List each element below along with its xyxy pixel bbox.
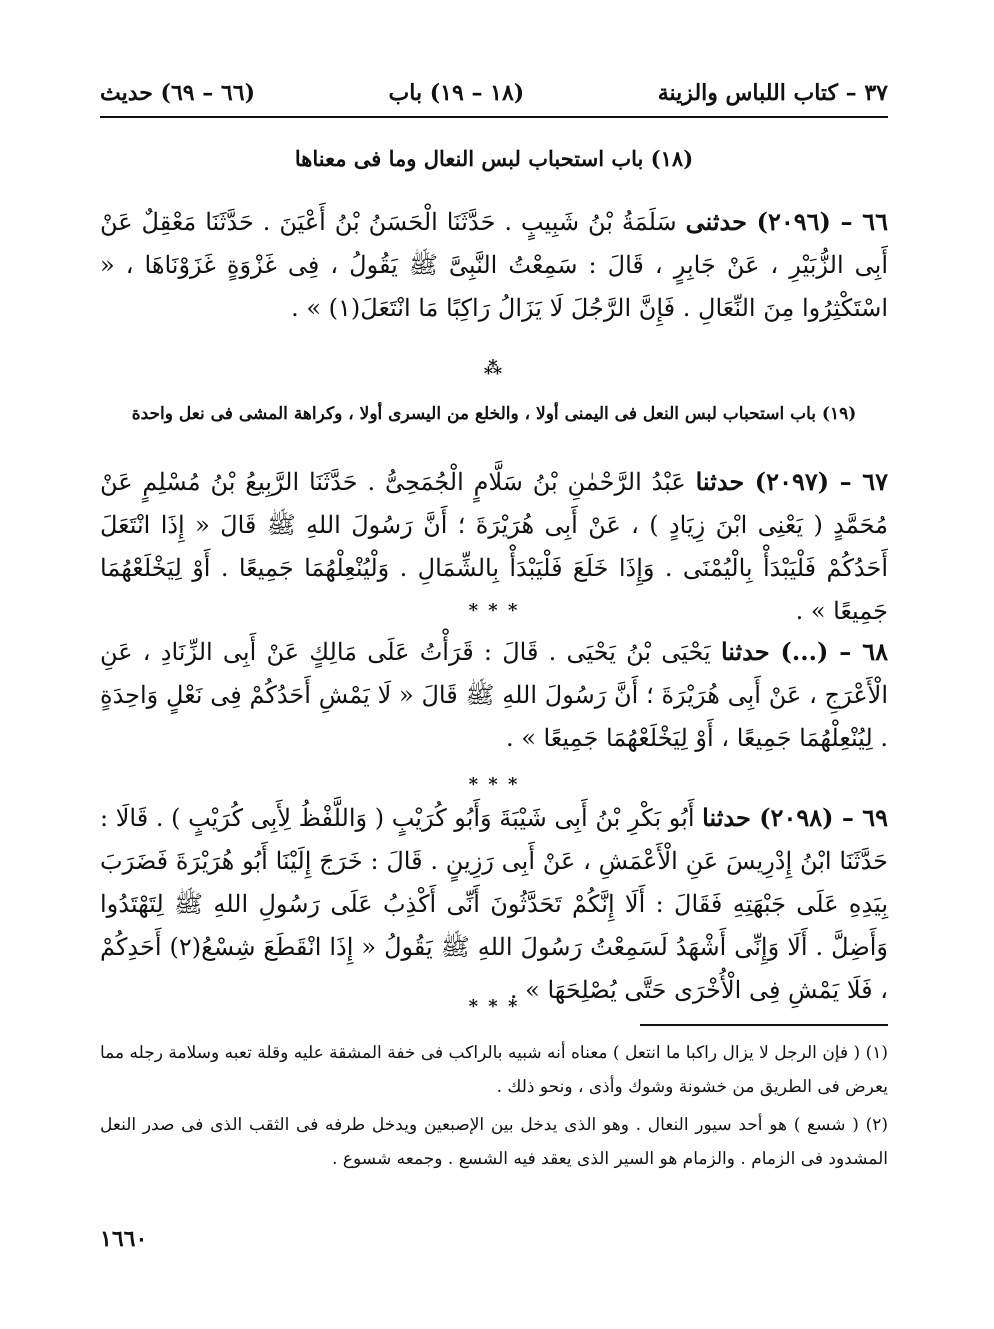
hadith-69	[100, 796, 888, 1012]
header-chapter-range: (١٨ – ١٩) باب	[388, 80, 525, 106]
hadith-66-number: ٦٦ – (٢٠٩٦) حدثنى	[685, 207, 888, 236]
footnote-1: (١) ( فإن الرجل لا يزال راكبا ما انتعل ) معناه أنه شبيه بالراكب فى خفة المشقة عليه وقلة تعبه وسلامة رجله مما يعرض فى الطريق من خشونة وشوك وأذى ، ونحو ذلك .	[100, 1043, 888, 1097]
hadith-69-text: أَبُو بَكْرِ بْنُ أَبِى شَيْبَةَ وَأَبُو كُرَيْبٍ ( وَاللَّفْظُ لِأَبِى كُرَيْبٍ ) . قَالَا : حَدَّثَنَا ابْنُ إِدْرِيسَ عَنِ الْأَعْمَشِ ، عَنْ أَبِى رَزِينٍ . قَالَ : خَرَجَ إِلَيْنَا أَبُو هُرَيْرَةَ فَضَرَبَ بِيَدِهِ عَلَى جَبْهَتِهِ فَقَالَ : أَلَا إِنَّكُمْ تَحَدَّثُونَ أَنِّى أَكْذِبُ عَلَى رَسُولِ اللهِ ﷺ لِتَهْتَدُوا وَأَضِلَّ . أَلَا وَإِنِّى أَشْهَدُ لَسَمِعْتُ رَسُولَ اللهِ ﷺ يَقُولُ « إِذَا انْقَطَعَ شِسْعُ(٢) أَحَدِكُمْ ، فَلَا يَمْشِ فِى الْأُخْرَى حَتَّى يُصْلِحَهَا » .	[100, 804, 888, 1004]
hadith-69-number: ٦٩ – (٢٠٩٨) حدثنا	[702, 803, 888, 832]
footnote-divider	[640, 1024, 888, 1026]
chapter-19-title: (١٩) باب استحباب لبس النعل فى اليمنى أولا ، والخلع من اليسرى أولا ، وكراهة المشى فى نعل واحدة	[131, 404, 857, 424]
separator-asterism: ⁂	[483, 358, 505, 379]
chapter-18-title: (١٨) باب استحباب لبس النعال وما فى معناها	[294, 146, 694, 171]
running-header	[100, 70, 888, 118]
header-book-title: ٣٧ – كتاب اللباس والزينة	[657, 80, 888, 106]
footnote-2: (٢) ( شسع ) هو أحد سيور النعال . وهو الذى يدخل بين الإصبعين ويدخل طرفه فى الثقب الذى فى صدر النعل المشدود فى الزمام . والزمام هو السير الذى يعقد فيه الشسع . وجمعه شسوع .	[100, 1115, 888, 1169]
header-hadith-range: (٦٦ – ٦٩) حديث	[100, 80, 255, 106]
hadith-66-text: سَلَمَةُ بْنُ شَبِيبٍ . حَدَّثَنَا الْحَسَنُ بْنُ أَعْيَنَ . حَدَّثَنَا مَعْقِلٌ عَنْ أَبِى الزُّبَيْرِ ، عَنْ جَابِرٍ ، قَالَ : سَمِعْتُ النَّبِىَّ ﷺ يَقُولُ ، فِى غَزْوَةٍ غَزَوْنَاهَا ، « اسْتَكْثِرُوا مِنَ النِّعَالِ . فَإِنَّ الرَّجُلَ لَا يَزَالُ رَاكِبًا مَا انْتَعَلَ(١) » .	[100, 208, 888, 322]
hadith-67-text: عَبْدُ الرَّحْمٰنِ بْنُ سَلَّامٍ الْجُمَحِىُّ . حَدَّثَنَا الرَّبِيعُ بْنُ مُسْلِمٍ عَنْ مُحَمَّدٍ ( يَعْنِى ابْنَ زِيَادٍ ) ، عَنْ أَبِى هُرَيْرَةَ ؛ أَنَّ رَسُولَ اللهِ ﷺ قَالَ « إِذَا انْتَعَلَ أَحَدُكُمْ فَلْيَبْدَأْ بِالْيُمْنَى . وَإِذَا خَلَعَ فَلْيَبْدَأْ بِالشِّمَالِ . وَلْيُنْعِلْهُمَا جَمِيعًا . أَوْ لِيَخْلَعْهُمَا جَمِيعًا » .	[100, 468, 888, 625]
separator-stars-3: * * *	[468, 996, 520, 1017]
hadith-67-number: ٦٧ – (٢٠٩٧) حدثنا	[695, 467, 888, 496]
separator-stars-1: * * *	[468, 600, 520, 621]
hadith-68-number: ٦٨ – (...) حدثنا	[720, 637, 889, 666]
hadith-66	[100, 200, 888, 330]
hadith-68	[100, 630, 888, 760]
page-number: ١٦٦٠	[100, 1226, 148, 1252]
separator-stars-2: * * *	[468, 774, 520, 795]
hadith-68-text: يَحْيَى بْنُ يَحْيَى . قَالَ : قَرَأْتُ عَلَى مَالِكٍ عَنْ أَبِى الزِّنَادِ ، عَنِ الْأَعْرَجِ ، عَنْ أَبِى هُرَيْرَةَ ؛ أَنَّ رَسُولَ اللهِ ﷺ قَالَ « لَا يَمْشِ أَحَدُكُمْ فِى نَعْلٍ وَاحِدَةٍ . لِيُنْعِلْهُمَا جَمِيعًا ، أَوْ لِيَخْلَعْهُمَا جَمِيعًا » .	[100, 638, 888, 752]
